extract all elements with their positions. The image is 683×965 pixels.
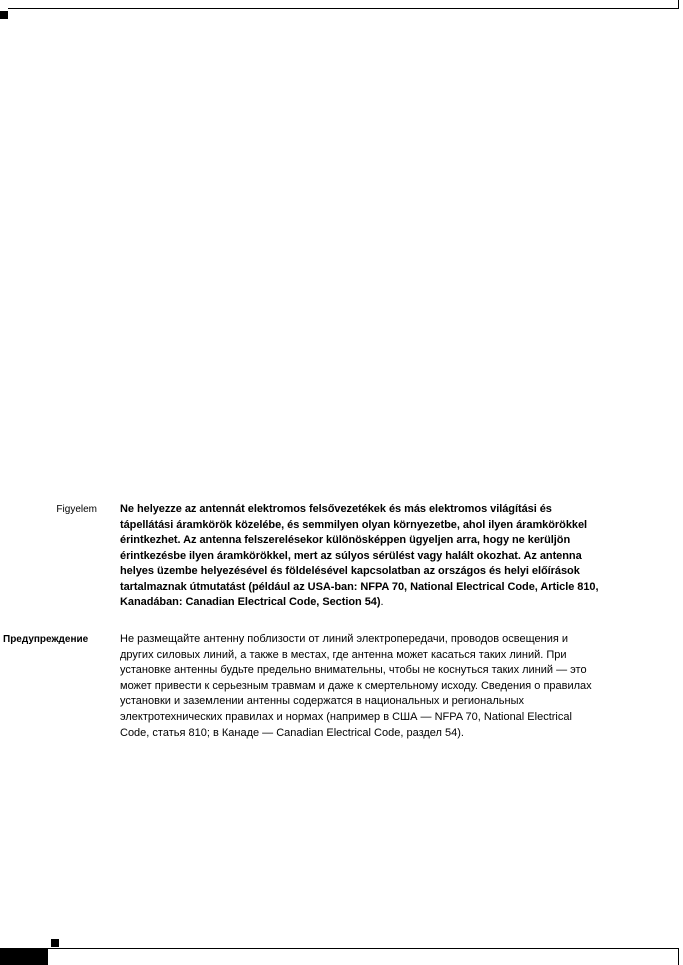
warning-text-russian — [120, 632, 675, 741]
warning-line: установки и заземлении антенны содержатся в национальных и региональных — [120, 695, 524, 708]
warning-line: helyes üzembe helyezésével és földelésével kapcsolatban az országos és helyi előírások — [120, 565, 580, 577]
warning-line: Code, статья 810; в Канаде — Canadian Electrical Code, раздел 54). — [120, 726, 464, 739]
warning-text-hungarian — [120, 502, 675, 611]
warning-line-text: Kanadában: Canadian Electrical Code, Section 54) — [120, 596, 381, 608]
top-left-corner-mark — [0, 11, 8, 19]
footer-page-tab — [0, 948, 48, 965]
warning-line-last — [120, 595, 675, 611]
warning-label-russian: Предупреждение — [3, 634, 89, 645]
warning-line: Ne helyezze az antennát elektromos felsővezetékek és más elektromos világítási és — [120, 503, 552, 515]
warning-label-hungarian: Figyelem — [56, 504, 97, 515]
warning-line: érintkezésbe ilyen áramkörökkel, mert az súlyos sérülést vagy halált okozhat. Az antenna — [120, 549, 582, 562]
warning-line: Не размещайте антенну поблизости от линий электропередачи, проводов освещения и — [120, 633, 569, 645]
warning-line: других силовых линий, а также в местах, где антенна может касаться таких линий. При — [120, 648, 567, 661]
bottom-rule — [0, 948, 679, 949]
warning-line: электротехнических правилах и нормах (например в США — NFPA 70, National Electrical — [120, 710, 572, 723]
top-rule — [8, 8, 679, 9]
bottom-corner-mark — [51, 939, 59, 947]
warning-trailing-period: . — [380, 596, 384, 608]
warning-line: érintkezhet. Az antenna felszerelésekor különösképpen ügyeljen arra, hogy ne kerüljön — [120, 534, 571, 546]
warning-line: tápellátási áramkörök közelébe, és semmilyen olyan környezetbe, ahol ilyen áramkörökkel — [120, 518, 588, 531]
warning-line: установке антенны будьте предельно внимательны, чтобы не коснуться таких линий — это — [120, 664, 587, 677]
warning-line: может привести к серьезным травмам и даже к смертельному исходу. Сведения о правилах — [120, 679, 592, 692]
bottom-right-tick — [678, 948, 679, 965]
top-right-tick — [678, 0, 679, 9]
warning-line: tartalmaznak útmutatást (például az USA-ban: NFPA 70, National Electrical Code, Article 810, — [120, 580, 599, 593]
